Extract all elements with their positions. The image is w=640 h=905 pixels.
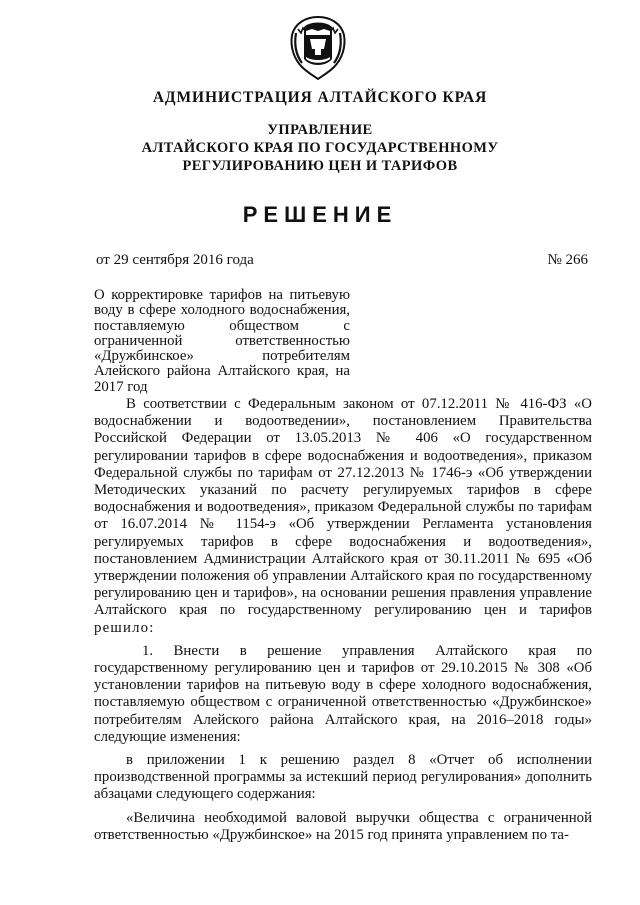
department-line-2: АЛТАЙСКОГО КРАЯ ПО ГОСУДАРСТВЕННОМУ [141,140,499,156]
preamble-text: В соответствии с Федеральным законом от 07.12.2011 № 416-ФЗ «О водоснабжении и водоотведении», постановлением Правительства Российской Федерации от 13.05.2013 № 406 «О государственном регулировании тарифов в сфере водоснабжения и водоотведения», приказом Федеральной службы по тарифам от 27.12.2013 № 1746-э «Об утверждении Методических указаний по расчету регулируемых тарифов в сфере водоснабжения и водоотведения», приказом Федеральной службы по тарифам от 16.07.2014 № 1154-э «Об утверждении Регламента установления регулируемых тарифов в сфере водоснабжения и водоотведения», постановлением Администрации Алтайского края от 30.11.2011 № 695 «Об утверждении положения об управлении Алтайского края по государственному регулированию цен и тарифов», на основании решения правления управление Алтайского края по государственному регулированию цен и тарифов [94,396,592,619]
department-line-1: УПРАВЛЕНИЕ [267,122,373,138]
preamble-paragraph [94,396,592,637]
decided-word: решило: [94,619,155,636]
item-1-sub-paragraph: в приложении 1 к решению раздел 8 «Отчет об исполнении производственной программы за истекший период регулирования» дополнить абзацами следующего содержания: [94,752,592,803]
coat-of-arms-emblem [286,15,350,81]
item-1-paragraph: 1. Внести в решение управления Алтайского края по государственному регулированию цен и тарифов от 29.10.2015 № 308 «Об установлении тарифов на питьевую воду в сфере холодного водоснабжения, поставляемую обществом с ограниченной ответственностью «Дружбинское» потребителям Алейского района Алтайского края, на 2016–2018 годы» следующие изменения: [94,642,592,745]
department-name [0,121,640,175]
document-number: № 266 [547,252,588,268]
department-line-3: РЕГУЛИРОВАНИЮ ЦЕН И ТАРИФОВ [182,158,458,174]
document-title: РЕШЕНИЕ [242,202,398,227]
document-date: от 29 сентября 2016 года [96,252,254,268]
document-body [94,396,592,850]
document-subject: О корректировке тарифов на питьевую воду в сфере холодного водоснабжения, поставляемую обществом с ограниченной ответственностью «Дружбинское» потребителям Алейского района Алтайского края, на 2017 год [94,287,350,395]
quote-paragraph: «Величина необходимой валовой выручки общества с ограниченной ответственностью «Дружбинское» на 2015 год принята управлением по та- [94,809,592,843]
administration-name: АДМИНИСТРАЦИЯ АЛТАЙСКОГО КРАЯ [152,89,488,106]
